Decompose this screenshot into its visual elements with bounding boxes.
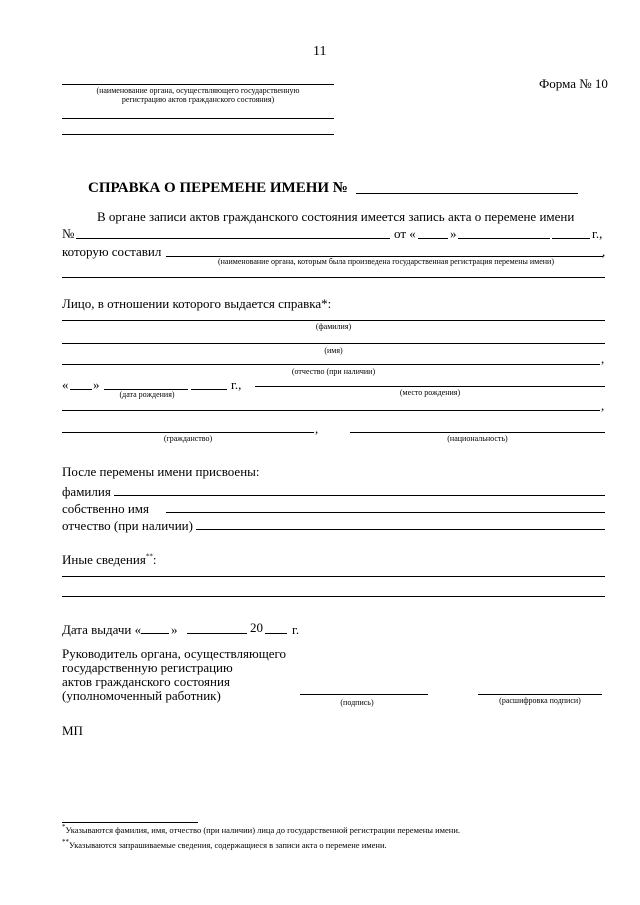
person-heading: Лицо, в отношении которого выдается справка*: [62, 296, 332, 311]
caption-patronymic: (отчество (при наличии) [291, 367, 376, 376]
footnote-2-mark: ** [62, 838, 69, 847]
caption-birth-date: (дата рождения) [119, 390, 175, 399]
comma: , [601, 398, 605, 413]
page-number: 11 [313, 44, 327, 59]
field-name-label: собственно имя [62, 501, 149, 516]
signature-decoding-line [478, 694, 602, 695]
field-patronymic-label: отчество (при наличии) [62, 518, 193, 533]
quote-close-1: » [450, 226, 457, 241]
surname-line [62, 320, 605, 321]
field-surname-label: фамилия [62, 484, 111, 499]
record-year-suffix: г., [592, 226, 603, 241]
footnote-2 [62, 839, 387, 851]
other-info-text: Иные сведения [62, 552, 146, 567]
birth-place-line-2 [62, 410, 600, 411]
birth-day-line [70, 389, 92, 390]
issue-month-line [187, 633, 247, 634]
birth-quote-open: « [62, 377, 69, 392]
caption-signature: (подпись) [340, 698, 374, 707]
comma: , [315, 421, 319, 436]
signature-line [300, 694, 428, 695]
issue-quote-close: » [171, 622, 178, 637]
other-info-label [62, 552, 156, 567]
issue-year-suffix: г. [292, 622, 300, 637]
field-patronymic-line [196, 529, 605, 530]
other-info-mark: ** [145, 552, 153, 561]
birth-quote-close: » [93, 377, 100, 392]
comma: , [601, 351, 605, 366]
head-line-3: актов гражданского состояния [62, 674, 230, 689]
form-label: Форма № 10 [539, 76, 608, 91]
citizenship-line [62, 432, 314, 433]
other-info-line-1 [62, 576, 605, 577]
other-info-line-2 [62, 596, 605, 597]
footnote-2-text: Указываются запрашиваемые сведения, содержащиеся в записи акта о перемене имени. [69, 840, 387, 850]
footnote-1-mark: * [62, 823, 66, 832]
from-label: от « [394, 226, 416, 241]
issue-year-prefix: 20 [250, 620, 263, 635]
footnote-1 [62, 824, 460, 836]
nationality-line [350, 432, 605, 433]
caption-birth-place: (место рождения) [399, 388, 461, 397]
record-month-line [458, 238, 550, 239]
title-number-line [356, 193, 578, 194]
name-line [62, 343, 605, 344]
caption-nationality: (национальность) [447, 434, 508, 443]
birth-year-suffix: г., [231, 377, 242, 392]
footnote-divider [62, 822, 198, 823]
after-change-heading: После перемены имени присвоены: [62, 464, 260, 479]
authority-line-3 [62, 134, 334, 135]
intro-text: В органе записи актов гражданского состояния имеется запись акта о перемене имени [97, 209, 575, 224]
compiled-by-label: которую составил [62, 244, 162, 259]
field-surname-line [114, 495, 605, 496]
page-title: СПРАВКА О ПЕРЕМЕНЕ ИМЕНИ № [88, 180, 348, 196]
record-year-line [552, 238, 590, 239]
head-line-1: Руководитель органа, осуществляющего [62, 646, 286, 661]
birth-place-line [255, 386, 605, 387]
issue-date-label: Дата выдачи « [62, 622, 142, 637]
field-name-line [166, 512, 605, 513]
authority-line [62, 84, 334, 85]
authority-line-2 [62, 118, 334, 119]
issue-day-line [141, 633, 169, 634]
birth-year-line [191, 389, 227, 390]
patronymic-line [62, 364, 600, 365]
comma: , [602, 244, 606, 259]
issue-year-line [265, 633, 287, 634]
authority-caption-2: регистрацию актов гражданского состояния) [121, 95, 275, 104]
footnote-1-text: Указываются фамилия, имя, отчество (при наличии) лица до государственной регистрации перемены имени. [65, 825, 461, 835]
caption-citizenship: (гражданство) [163, 434, 213, 443]
head-line-4: (уполномоченный работник) [62, 688, 221, 703]
stamp-label: МП [62, 723, 83, 738]
head-line-2: государственную регистрацию [62, 660, 233, 675]
authority-caption-1: (наименование органа, осуществляющего государственную [96, 86, 300, 95]
record-day-line [418, 238, 448, 239]
caption-surname: (фамилия) [315, 322, 352, 331]
record-number-sign: № [62, 226, 75, 241]
caption-name: (имя) [324, 346, 343, 355]
colon: : [152, 552, 157, 567]
compiled-by-caption: (наименование органа, которым была произведена государственная регистрация перемены имени) [217, 257, 554, 266]
caption-signature-decoding: (расшифровка подписи) [499, 696, 581, 705]
record-number-line [76, 238, 390, 239]
compiled-by-line-2 [62, 277, 605, 278]
